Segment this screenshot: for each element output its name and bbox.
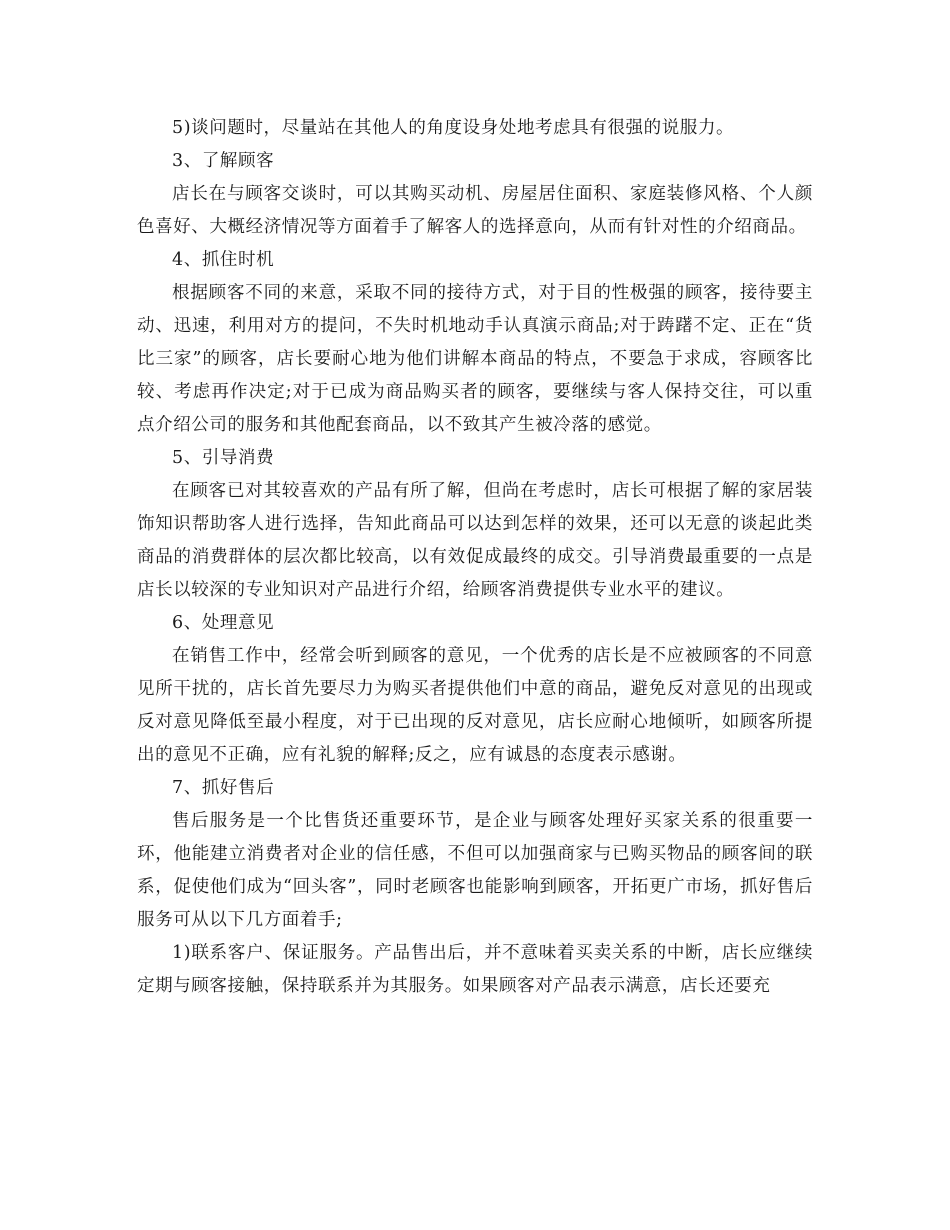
- paragraph-seize-opportunity: 根据顾客不同的来意，采取不同的接待方式，对于目的性极强的顾客，接待要主动、迅速，利用对方的提问，不失时机地动手认真演示商品;对于踌躇不定、正在“货比三家”的顾客，店长要耐心地为他们讲解本商品的特点，不要急于求成，容顾客比较、考虑再作决定;对于已成为商品购买者的顾客，要继续与客人保持交往，可以重点介绍公司的服务和其他配套商品，以不致其产生被冷落的感觉。: [137, 283, 813, 435]
- document-body: [137, 112, 813, 1003]
- paragraph-handle-feedback: 在销售工作中，经常会听到顾客的意见，一个优秀的店长是不应被顾客的不同意见所干扰的，店长首先要尽力为购买者提供他们中意的商品，避免反对意见的出现或反对意见降低至最小程度，对于已出现的反对意见，店长应耐心地倾听，如顾客所提出的意见不正确，应有礼貌的解释;反之，应有诚恳的态度表示感谢。: [137, 646, 813, 765]
- paragraph-understand-customer: 店长在与顾客交谈时，可以其购买动机、房屋居住面积、家庭装修风格、个人颜色喜好、大概经济情况等方面着手了解客人的选择意向，从而有针对性的介绍商品。: [137, 184, 813, 237]
- section-heading-after-sales: 7、抓好售后: [172, 778, 275, 798]
- section-heading-seize-opportunity: 4、抓住时机: [172, 250, 275, 270]
- paragraph-tip-5: 5)谈问题时，尽量站在其他人的角度设身处地考虑具有很强的说服力。: [172, 118, 735, 138]
- paragraph-after-sales-item-1: 1)联系客户、保证服务。产品售出后，并不意味着买卖关系的中断，店长应继续定期与顾客接触，保持联系并为其服务。如果顾客对产品表示满意，店长还要充: [137, 943, 813, 996]
- section-heading-understand-customer: 3、了解顾客: [172, 151, 275, 171]
- section-heading-handle-feedback: 6、处理意见: [172, 613, 275, 633]
- section-heading-guide-consumption: 5、引导消费: [172, 448, 275, 468]
- paragraph-guide-consumption: 在顾客已对其较喜欢的产品有所了解，但尚在考虑时，店长可根据了解的家居装饰知识帮助客人进行选择，告知此商品可以达到怎样的效果，还可以无意的谈起此类商品的消费群体的层次都比较高，以有效促成最终的成交。引导消费最重要的一点是店长以较深的专业知识对产品进行介绍，给顾客消费提供专业水平的建议。: [137, 481, 813, 600]
- paragraph-after-sales: 售后服务是一个比售货还重要环节，是企业与顾客处理好买家关系的很重要一环，他能建立消费者对企业的信任感，不但可以加强商家与已购买物品的顾客间的联系，促使他们成为“回头客”，同时老顾客也能影响到顾客，开拓更广市场，抓好售后服务可从以下几方面着手;: [137, 811, 813, 930]
